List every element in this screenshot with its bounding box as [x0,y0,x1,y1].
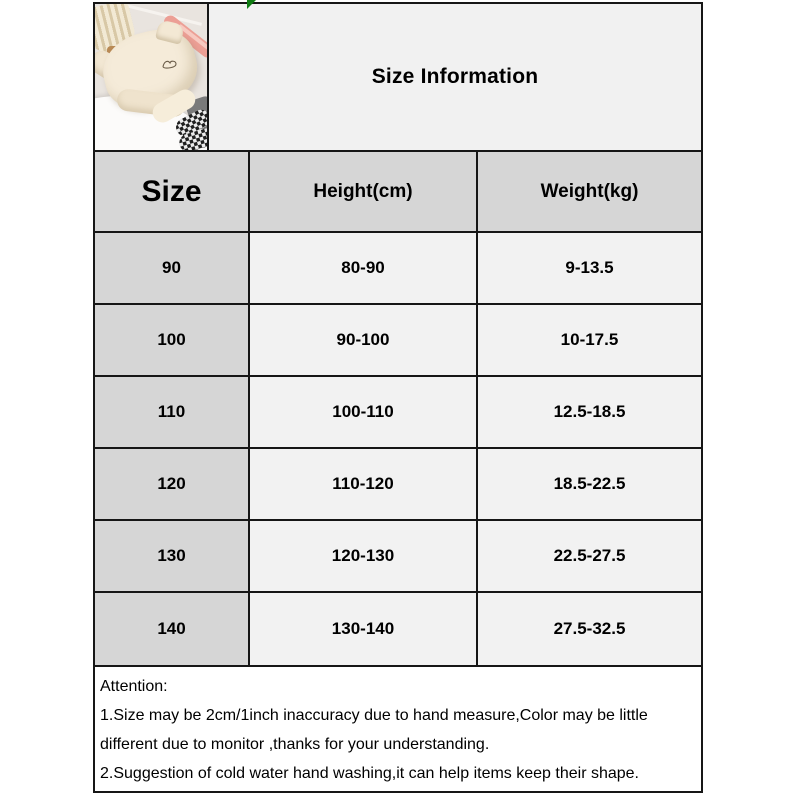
chest-logo-icon [161,58,179,71]
height-value: 80-90 [250,233,478,305]
height-value: 100-110 [250,377,478,449]
weight-value: 9-13.5 [478,233,701,305]
weight-value: 18.5-22.5 [478,449,701,521]
weight-value: 12.5-18.5 [478,377,701,449]
weight-value: 22.5-27.5 [478,521,701,593]
size-table [93,150,703,667]
size-information-header [209,4,701,150]
product-photo [95,4,209,150]
attention-note [93,665,703,793]
weight-value: 10-17.5 [478,305,701,377]
attention-line: 1.Size may be 2cm/1inch inaccuracy due to hand measure,Color may be little [100,707,648,724]
attention-heading: Attention: [100,678,168,695]
size-value: 110 [95,377,250,449]
weight-value: 27.5-32.5 [478,593,701,665]
size-value: 130 [95,521,250,593]
height-value: 90-100 [250,305,478,377]
height-value: 130-140 [250,593,478,665]
top-row [93,2,703,152]
attention-line: 2.Suggestion of cold water hand washing,it can help items keep their shape. [100,765,639,782]
size-value: 100 [95,305,250,377]
size-value: 90 [95,233,250,305]
size-chart-sheet [93,2,703,793]
column-header-size: Size [95,152,250,233]
size-value: 120 [95,449,250,521]
column-header-weight: Weight(kg) [478,152,701,233]
size-value: 140 [95,593,250,665]
height-value: 110-120 [250,449,478,521]
column-header-height: Height(cm) [250,152,478,233]
page-title: Size Information [371,65,539,88]
attention-line: different due to monitor ,thanks for your understanding. [100,736,490,753]
height-value: 120-130 [250,521,478,593]
